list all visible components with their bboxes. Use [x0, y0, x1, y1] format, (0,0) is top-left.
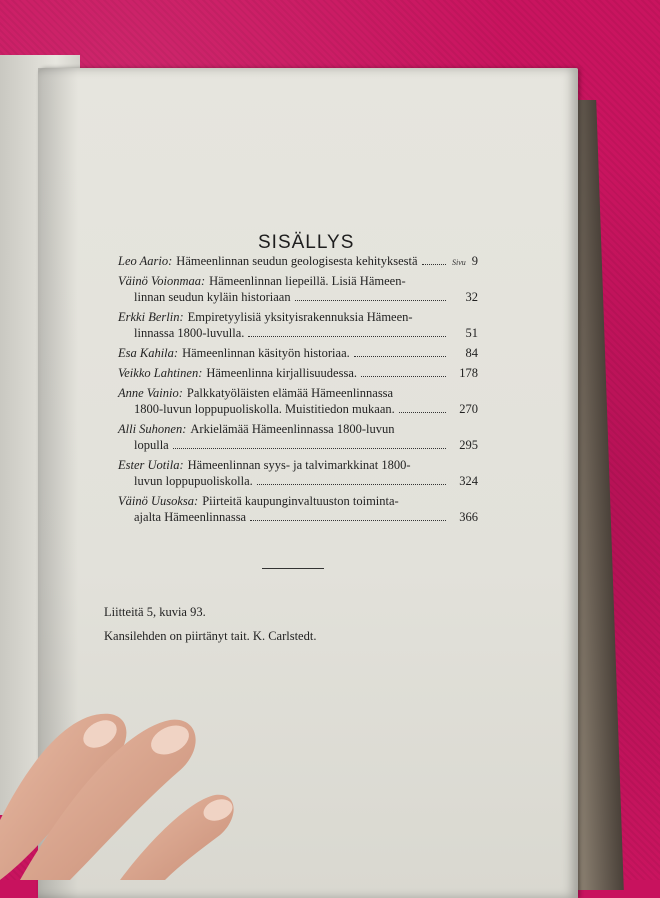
toc-page-number: 9 [471, 254, 478, 268]
toc-author: Veikko Lahtinen: [118, 365, 203, 380]
toc-entry [118, 493, 478, 526]
toc-page-number: 51 [465, 326, 478, 341]
toc-page-number: 295 [459, 437, 478, 452]
toc-leader-dots [295, 291, 446, 301]
toc-author: Erkki Berlin: [118, 309, 184, 324]
table-of-contents [118, 253, 478, 529]
toc-entry [118, 309, 478, 342]
toc-text: Hämeenlinnan liepeillä. Lisiä Hämeen- [209, 273, 406, 288]
toc-author: Väinö Uusoksa: [118, 493, 199, 508]
toc-entry-line [118, 273, 478, 289]
toc-page-number: 32 [465, 290, 478, 305]
toc-entry-line [118, 325, 478, 341]
toc-entry [118, 421, 478, 454]
toc-author: Väinö Voionmaa: [118, 273, 206, 288]
toc-page-number: 366 [459, 510, 478, 525]
toc-entry-line [118, 345, 478, 361]
toc-text: ajalta Hämeenlinnassa [134, 510, 247, 525]
divider-rule [262, 568, 324, 569]
toc-entry-line [118, 473, 478, 489]
toc-entry-line [118, 437, 478, 453]
toc-page-number: 270 [459, 401, 478, 416]
toc-entry [118, 385, 478, 418]
toc-leader-dots [361, 367, 446, 377]
toc-entry-line [118, 365, 478, 381]
toc-author: Esa Kahila: [118, 345, 179, 360]
page-column-header: Sivu [452, 258, 466, 267]
toc-author: Leo Aario: [118, 254, 173, 268]
toc-entry-line [118, 289, 478, 305]
toc-text: linnan seudun kyläin historiaan [134, 290, 291, 305]
toc-leader-dots [354, 347, 446, 357]
toc-text: Hämeenlinnan käsityön historiaa. [182, 345, 350, 360]
toc-leader-dots [250, 511, 446, 521]
toc-entry-line [118, 309, 478, 325]
toc-text: Hämeenlinna kirjallisuudessa. [206, 365, 358, 380]
toc-entry-line [118, 401, 478, 417]
toc-leader-dots [399, 403, 446, 413]
toc-text: Hämeenlinnan seudun geologisesta kehityksestä [176, 254, 418, 268]
toc-entry [118, 345, 478, 361]
toc-entry-line [118, 509, 478, 525]
toc-leader-dots [422, 255, 446, 265]
toc-text: lopulla [134, 437, 169, 452]
toc-text: Arkielämää Hämeenlinnassa 1800-luvun [190, 421, 395, 436]
toc-author: Ester Uotila: [118, 457, 184, 472]
toc-entry [118, 273, 478, 306]
toc-page-number: 324 [459, 474, 478, 489]
toc-text: 1800-luvun loppupuoliskolla. Muistitiedon mukaan. [134, 401, 395, 416]
notes [104, 600, 316, 648]
toc-entry-line [118, 493, 478, 509]
toc-author: Alli Suhonen: [118, 421, 187, 436]
toc-title: SISÄLLYS [258, 232, 355, 253]
toc-text: luvun loppupuoliskolla. [134, 474, 253, 489]
toc-entry [118, 253, 478, 269]
toc-entry [118, 457, 478, 490]
toc-text: linnassa 1800-luvulla. [134, 326, 245, 341]
toc-leader-dots [248, 327, 446, 337]
toc-entry-line [118, 253, 478, 269]
hand-fingers [0, 700, 260, 880]
notes-line-appendices: Liitteitä 5, kuvia 93. [104, 605, 206, 619]
toc-text: Empiretyylisiä yksityisrakennuksia Hämeen- [187, 309, 413, 324]
toc-leader-dots [173, 439, 446, 449]
toc-entry [118, 365, 478, 381]
notes-line-cover-credit: Kansilehden on piirtänyt tait. K. Carlstedt. [104, 629, 317, 643]
toc-entry-line [118, 421, 478, 437]
toc-page-number: 84 [465, 345, 478, 360]
toc-text: Hämeenlinnan syys- ja talvimarkkinat 1800- [187, 457, 411, 472]
toc-entry-line [118, 457, 478, 473]
toc-text: Piirteitä kaupunginvaltuuston toiminta- [202, 493, 399, 508]
toc-text: Palkkatyöläisten elämää Hämeenlinnassa [186, 385, 394, 400]
toc-page-number: 178 [459, 365, 478, 380]
toc-author: Anne Vainio: [118, 385, 183, 400]
toc-entry-line [118, 385, 478, 401]
toc-leader-dots [257, 475, 446, 485]
